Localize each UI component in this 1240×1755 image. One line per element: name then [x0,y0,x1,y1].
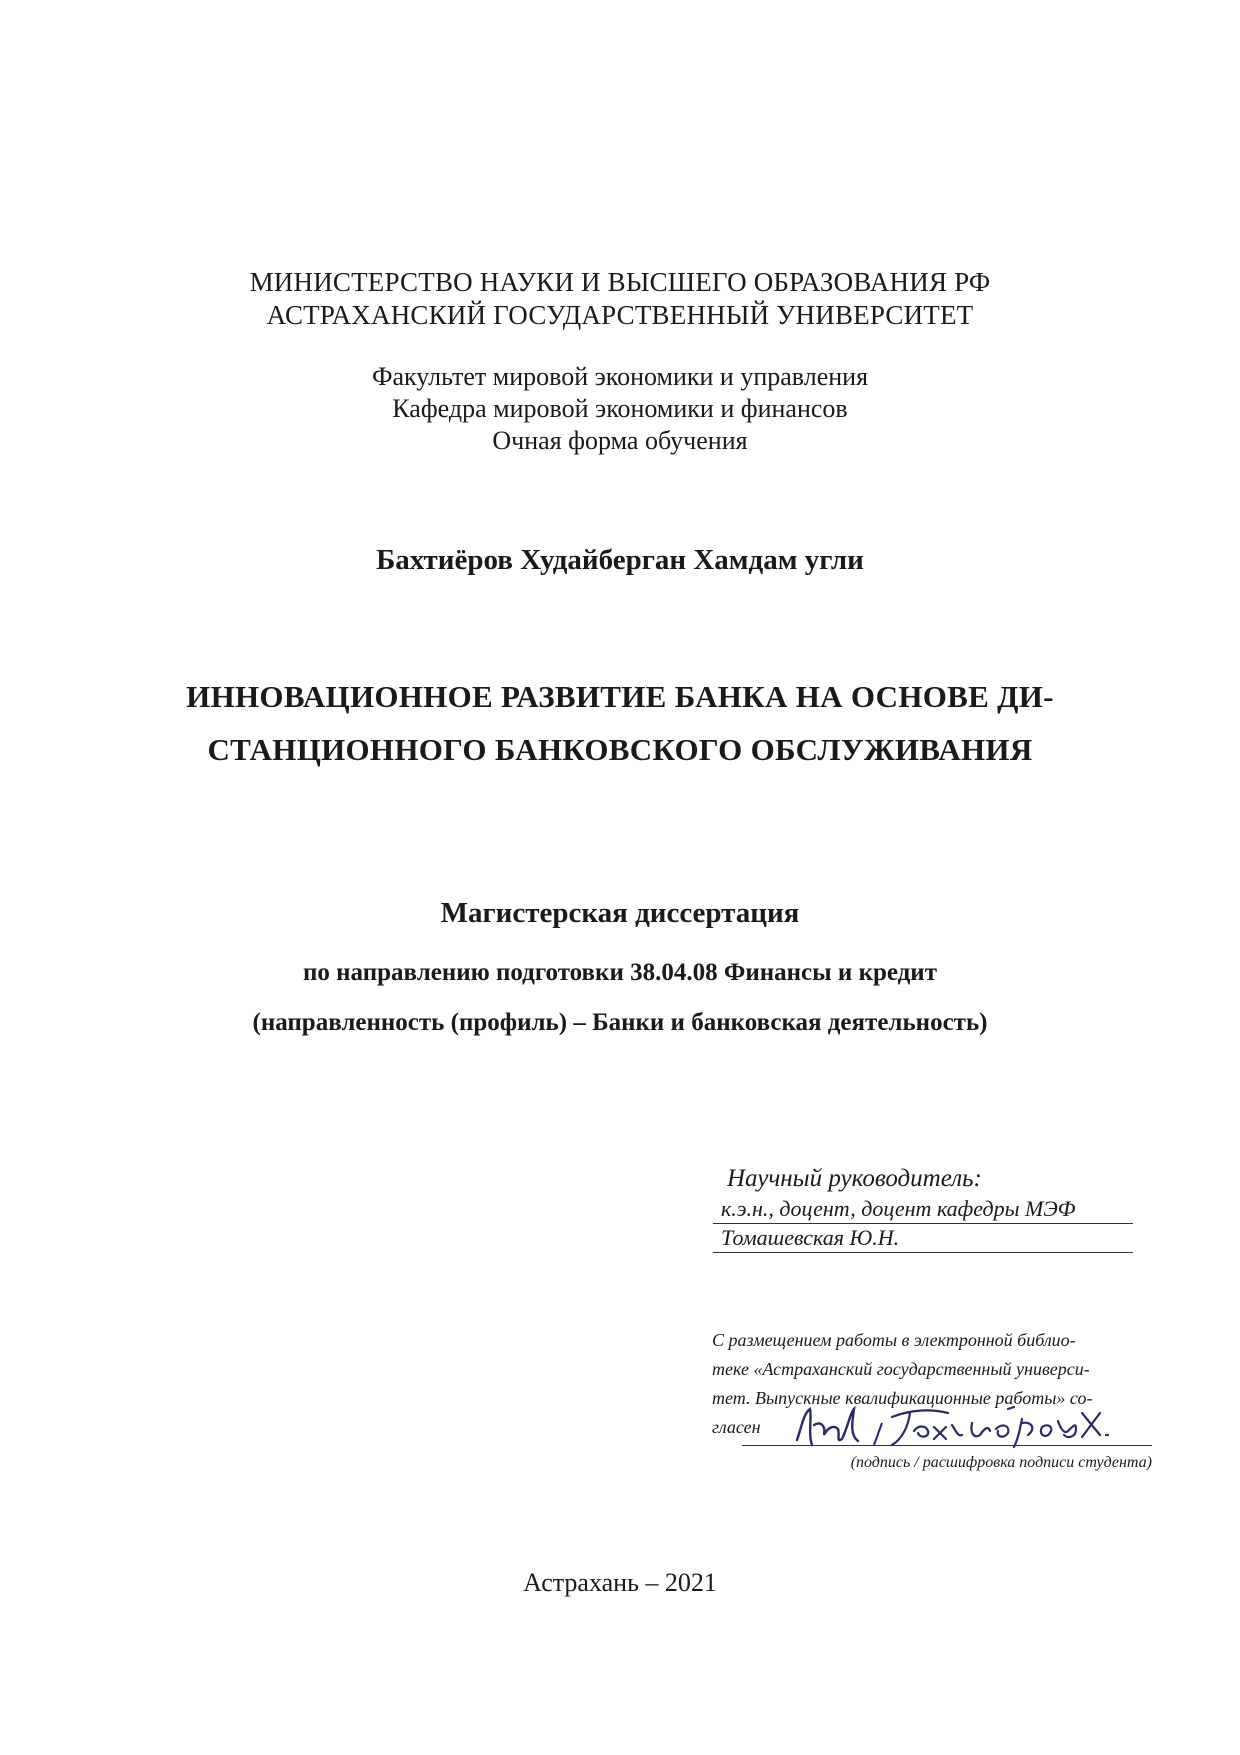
city-year: Астрахань – 2021 [523,1568,717,1597]
thesis-title [0,670,1240,776]
supervisor-label: Научный руководитель: [727,1165,982,1192]
study-direction-line-1: по направлению подготовки 38.04.08 Финансы и кредит [303,959,937,986]
faculty-block [0,361,1240,457]
ministry-name: МИНИСТЕРСТВО НАУКИ И ВЫСШЕГО ОБРАЗОВАНИЯ РФ [249,267,991,297]
consent-text-line-3: тет. Выпускные квалификационные работы» со- [712,1388,1093,1408]
study-direction-line-2: (направленность (профиль) – Банки и банковская деятельность) [252,1009,988,1036]
study-direction [0,948,1240,1048]
supervisor-name: Томашевская Ю.Н. [713,1224,1133,1253]
author-name: Бахтиёров Худайберган Хамдам угли [376,544,864,576]
study-form: Очная форма обучения [492,426,748,455]
consent-text-line-4: гласен [712,1417,761,1437]
supervisor-position: к.э.н., доцент, доцент кафедры МЭФ [713,1195,1133,1224]
faculty-name: Факультет мировой экономики и управления [371,362,869,391]
handwritten-signature [742,1395,1172,1465]
institution-header [0,266,1240,332]
supervisor-block [713,1163,1133,1253]
thesis-title-line-2: СТАНЦИОННОГО БАНКОВСКОГО ОБСЛУЖИВАНИЯ [207,732,1033,767]
thesis-title-line-1: ИННОВАЦИОННОЕ РАЗВИТИЕ БАНКА НА ОСНОВЕ ДИ- [186,679,1054,714]
consent-text-line-1: С размещением работы в электронной библио- [712,1330,1076,1350]
signature-caption: (подпись / расшифровка подписи студента) [850,1454,1152,1471]
university-name: АСТРАХАНСКИЙ ГОСУДАРСТВЕННЫЙ УНИВЕРСИТЕТ [266,300,974,330]
consent-text-line-2: теке «Астраханский государственный универси- [712,1359,1090,1379]
department-name: Кафедра мировой экономики и финансов [392,394,848,423]
work-type: Магистерская диссертация [440,897,800,929]
